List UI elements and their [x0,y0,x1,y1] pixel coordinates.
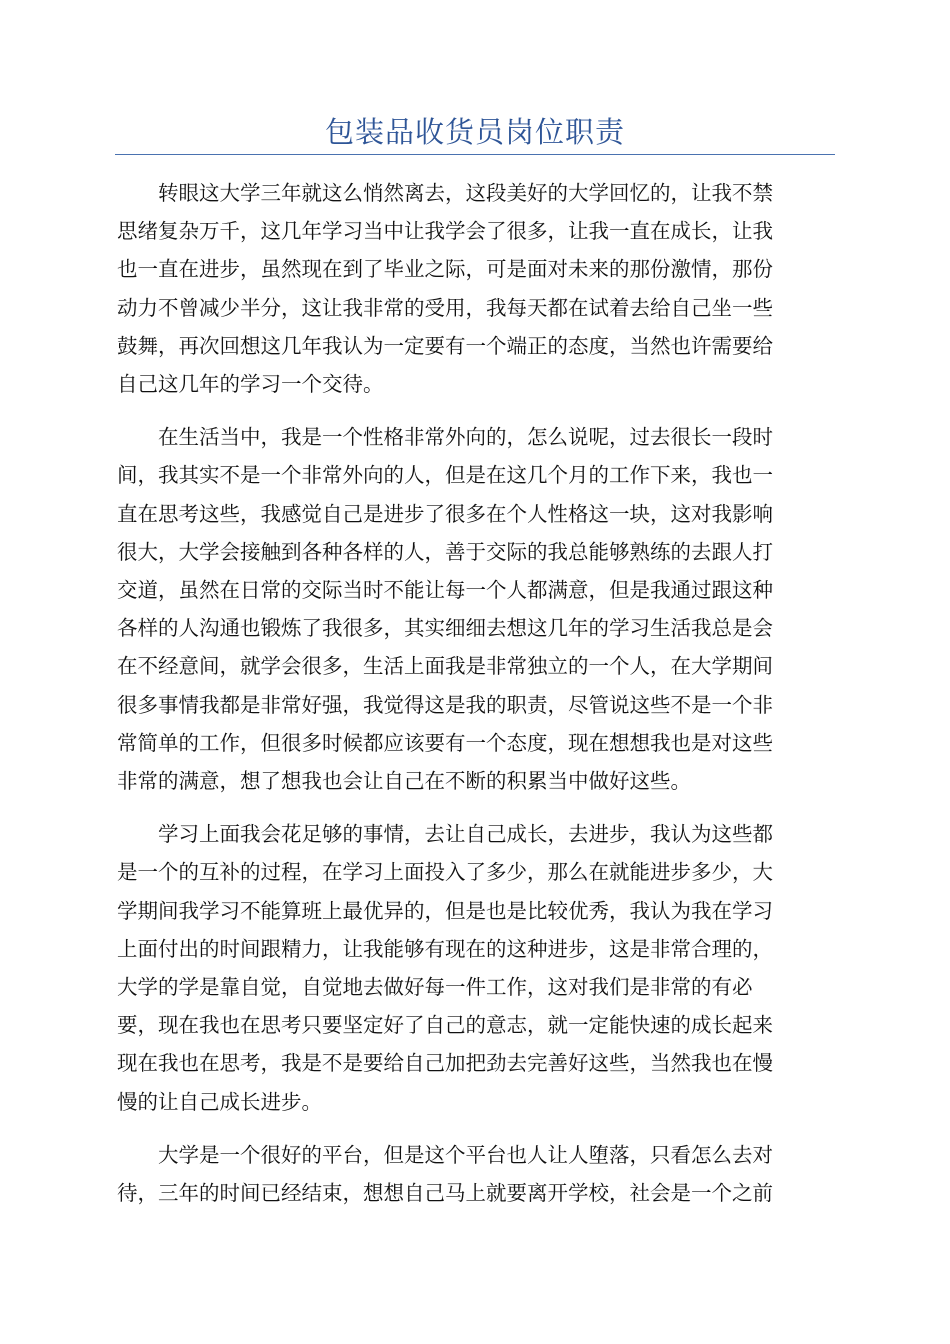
paragraph-2: 在生活当中，我是一个性格非常外向的，怎么说呢，过去很长一段时 间，我其实不是一个非常外向的人，但是在这几个月的工作下来，我也一 直在思考这些，我感觉自己是进步了很多在个人性格这一块，这对我影响 很大，大学会接触到各种各样的人，善于交际的我总能够熟练的去跟人打 交道，虽然在日常的交际当时不能让每一个人都满意，但是我通过跟这种 各样的人沟通也锻炼了我很多，其实细细去想这几年的学习生活我总是会 在不经意间，就学会很多，生活上面我是非常独立的一个人，在大学期间 很多事情我都是非常好强，我觉得这是我的职责，尽管说这些不是一个非 常简单的工作，但很多时候都应该要有一个态度，现在想想我也是对这些 非常的满意，想了想我也会让自己在不断的积累当中做好这些。 [117,425,773,794]
paragraph-3: 学习上面我会花足够的事情，去让自己成长，去进步，我认为这些都 是一个的互补的过程，在学习上面投入了多少，那么在就能进步多少，大 学期间我学习不能算班上最优异的，但是也是比较优秀，我认为我在学习 上面付出的时间跟精力，让我能够有现在的这种进步，这是非常合理的， 大学的学是靠自觉，自觉地去做好每一件工作，这对我们是非常的有必 要，现在我也在思考只要坚定好了自己的意志，就一定能快速的成长起来 现在我也在思考，我是不是要给自己加把劲去完善好这些，当然我也在慢 慢的让自己成长进步。 [117,822,773,1114]
document-title: 包装品收货员岗位职责 [324,115,625,149]
paragraph-1: 转眼这大学三年就这么悄然离去，这段美好的大学回忆的，让我不禁 思绪复杂万千，这几年学习当中让我学会了很多，让我一直在成长，让我 也一直在进步，虽然现在到了毕业之际，可是面对未来的那份激情，那份 动力不曾减少半分，这让我非常的受用，我每天都在试着去给自己坐一些 鼓舞，再次回想这几年我认为一定要有一个端正的态度，当然也许需要给 自己这几年的学习一个交待。 [117,181,773,397]
paragraph-4: 大学是一个很好的平台，但是这个平台也人让人堕落，只看怎么去对 待，三年的时间已经结束，想想自己马上就要离开学校，社会是一个之前 [117,1142,773,1206]
document-body [117,174,833,1227]
title-underline [115,154,835,155]
